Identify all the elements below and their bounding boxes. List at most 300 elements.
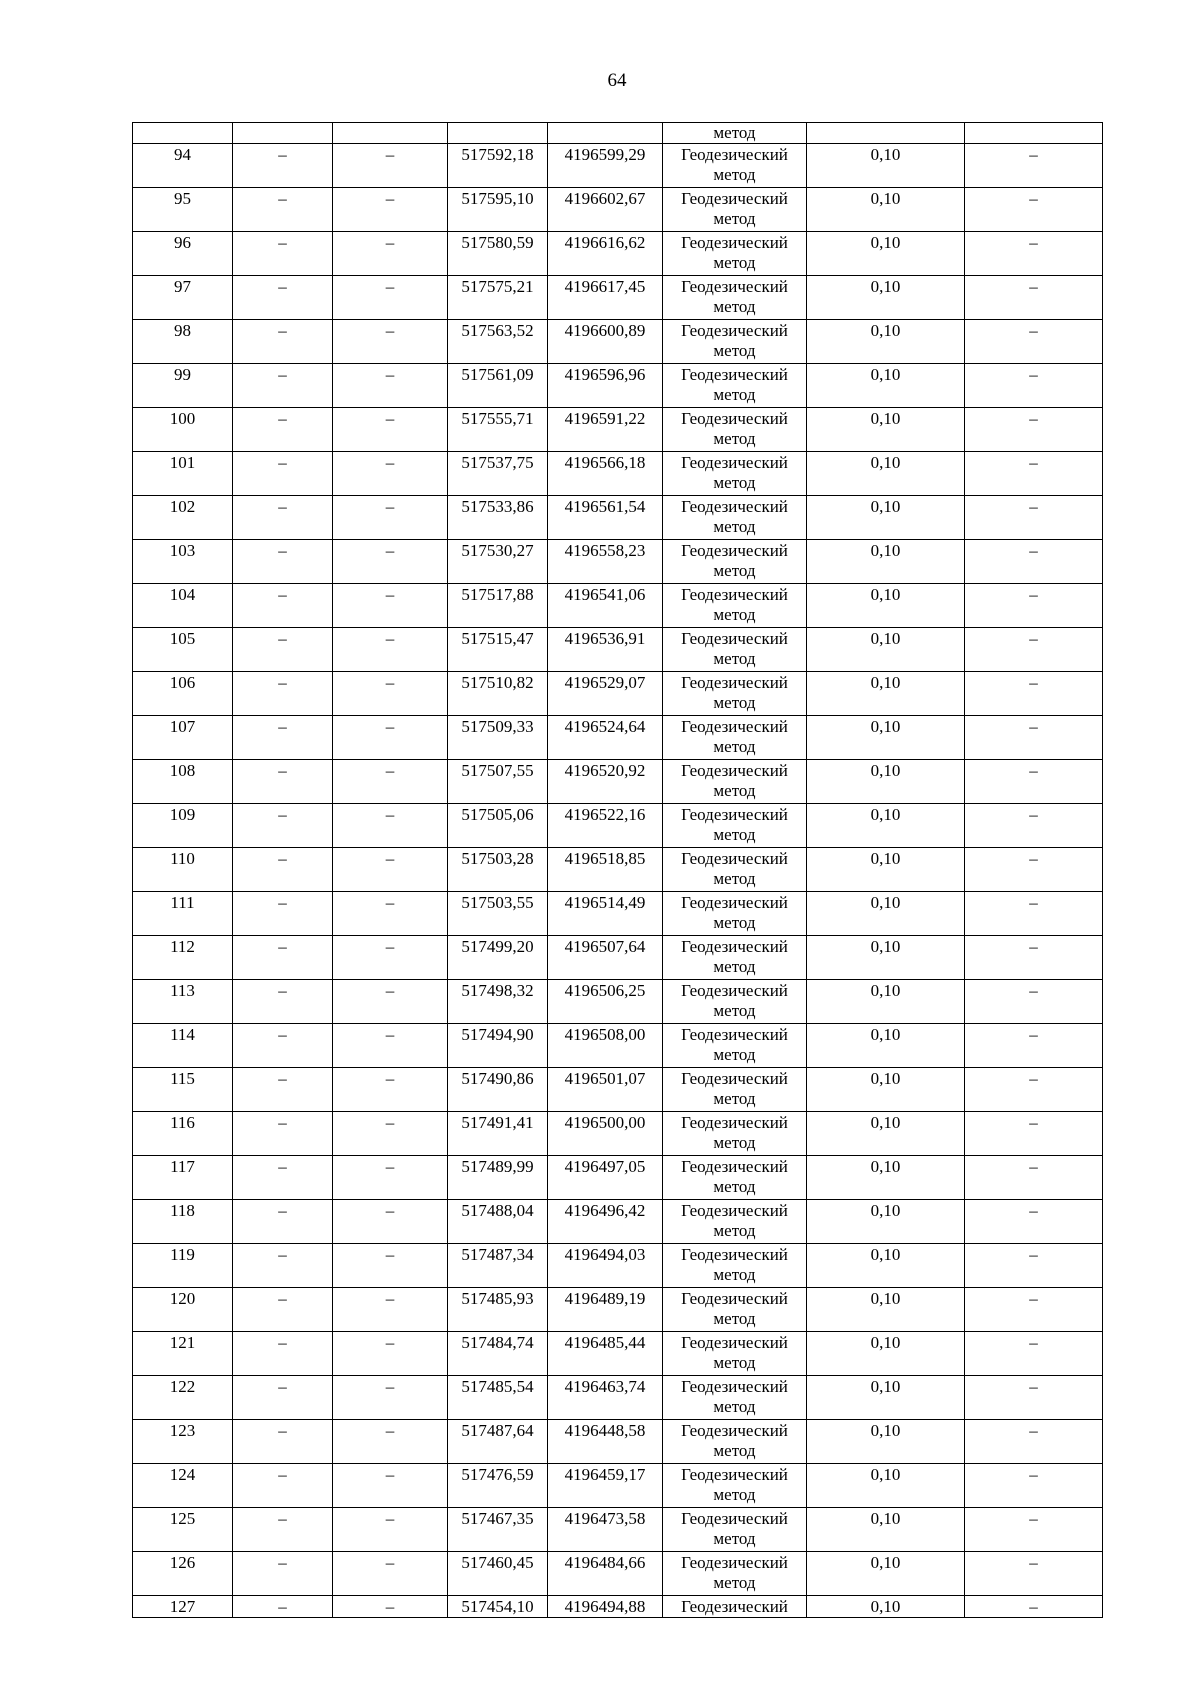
cell-point-number: 118 (133, 1200, 233, 1244)
cell-point-number: 124 (133, 1464, 233, 1508)
cell-col2: – (233, 892, 333, 936)
method-line-1: Геодезический (681, 1201, 788, 1220)
cell-method (663, 452, 807, 496)
cell-method (663, 188, 807, 232)
cell-col3: – (333, 452, 448, 496)
cell-point-number: 94 (133, 144, 233, 188)
cell-point-number: 102 (133, 496, 233, 540)
method-line-2: метод (713, 605, 756, 624)
cell-y-coordinate: 4196596,96 (548, 364, 663, 408)
method-line-2: метод (713, 1089, 756, 1108)
method-line-1: Геодезический (681, 1157, 788, 1176)
cell-point-number: 114 (133, 1024, 233, 1068)
method-line-1: Геодезический (681, 1553, 788, 1572)
cell-col2: – (233, 1244, 333, 1288)
cell-accuracy: 0,10 (807, 1464, 965, 1508)
method-line-2: метод (713, 1397, 756, 1416)
cell-col2: – (233, 936, 333, 980)
cell-col3: – (333, 936, 448, 980)
cell-point-number: 113 (133, 980, 233, 1024)
cell-col3: – (333, 320, 448, 364)
cell-y-coordinate: 4196616,62 (548, 232, 663, 276)
cell-point-number: 123 (133, 1420, 233, 1464)
cell-y-coordinate: 4196514,49 (548, 892, 663, 936)
cell-y-coordinate: 4196617,45 (548, 276, 663, 320)
table-row (133, 1112, 1103, 1156)
table-row (133, 144, 1103, 188)
cell-accuracy: 0,10 (807, 980, 965, 1024)
method-line-1: Геодезический (681, 145, 788, 164)
method-line-1: Геодезический (681, 1421, 788, 1440)
cell-method (663, 276, 807, 320)
cell-col2: – (233, 1200, 333, 1244)
continuation-row (133, 123, 1103, 144)
cell-col2: – (233, 1596, 333, 1618)
cell-method (663, 584, 807, 628)
method-line-1: Геодезический (681, 409, 788, 428)
method-line-1: Геодезический (681, 981, 788, 1000)
cell-accuracy: 0,10 (807, 716, 965, 760)
method-line-1: Геодезический (681, 805, 788, 824)
cell-y-coordinate: 4196524,64 (548, 716, 663, 760)
cell-method (663, 672, 807, 716)
cell-x-coordinate: 517494,90 (448, 1024, 548, 1068)
cell-point-number: 122 (133, 1376, 233, 1420)
method-line-1: Геодезический (681, 1377, 788, 1396)
cell-y-coordinate: 4196536,91 (548, 628, 663, 672)
method-line-1: Геодезический (681, 321, 788, 340)
cell-y-coordinate: 4196507,64 (548, 936, 663, 980)
cell-col8: – (965, 1068, 1103, 1112)
cell-col3: – (333, 1420, 448, 1464)
cell-col3: – (333, 496, 448, 540)
cell-col2: – (233, 628, 333, 672)
cell-col3: – (333, 144, 448, 188)
cell-method (663, 1464, 807, 1508)
method-line-2: метод (713, 869, 756, 888)
cell-col3: – (333, 1508, 448, 1552)
method-line-1: Геодезический (681, 849, 788, 868)
table-row (133, 1420, 1103, 1464)
cell-accuracy: 0,10 (807, 628, 965, 672)
cell-method (663, 628, 807, 672)
cell-accuracy: 0,10 (807, 760, 965, 804)
cell-col2: – (233, 408, 333, 452)
cell-col3: – (333, 276, 448, 320)
cell-col3: – (333, 980, 448, 1024)
cell-col2: – (233, 672, 333, 716)
cell-point-number: 115 (133, 1068, 233, 1112)
table-row (133, 1552, 1103, 1596)
cell-method (663, 232, 807, 276)
cell-y-coordinate: 4196520,92 (548, 760, 663, 804)
cell-col3: – (333, 364, 448, 408)
method-line-1: Геодезический (681, 1113, 788, 1132)
cell-method (663, 716, 807, 760)
cell-col3: – (333, 1244, 448, 1288)
cell-accuracy: 0,10 (807, 1200, 965, 1244)
cell-x-coordinate: 517499,20 (448, 936, 548, 980)
table-row (133, 804, 1103, 848)
table-row (133, 672, 1103, 716)
method-line-2: метод (713, 341, 756, 360)
cell-empty (448, 123, 548, 144)
table-row (133, 1068, 1103, 1112)
cell-col8: – (965, 1024, 1103, 1068)
table-row (133, 1596, 1103, 1618)
cell-col8: – (965, 496, 1103, 540)
table-row (133, 496, 1103, 540)
cell-accuracy: 0,10 (807, 1068, 965, 1112)
cell-point-number: 119 (133, 1244, 233, 1288)
cell-y-coordinate: 4196522,16 (548, 804, 663, 848)
cell-accuracy: 0,10 (807, 452, 965, 496)
cell-method (663, 1288, 807, 1332)
cell-accuracy: 0,10 (807, 1376, 965, 1420)
cell-method (663, 1200, 807, 1244)
cell-y-coordinate: 4196501,07 (548, 1068, 663, 1112)
cell-x-coordinate: 517467,35 (448, 1508, 548, 1552)
cell-y-coordinate: 4196494,88 (548, 1596, 663, 1618)
cell-y-coordinate: 4196518,85 (548, 848, 663, 892)
method-line-1: Геодезический (681, 453, 788, 472)
cell-point-number: 109 (133, 804, 233, 848)
cell-col8: – (965, 628, 1103, 672)
method-line-1: Геодезический (681, 1069, 788, 1088)
method-line-2: метод (713, 209, 756, 228)
cell-accuracy: 0,10 (807, 1156, 965, 1200)
cell-y-coordinate: 4196496,42 (548, 1200, 663, 1244)
cell-col2: – (233, 364, 333, 408)
cell-accuracy: 0,10 (807, 1244, 965, 1288)
cell-x-coordinate: 517454,10 (448, 1596, 548, 1618)
cell-point-number: 98 (133, 320, 233, 364)
cell-method (663, 364, 807, 408)
cell-y-coordinate: 4196591,22 (548, 408, 663, 452)
method-line-2: метод (713, 1133, 756, 1152)
method-line-1: Геодезический (681, 497, 788, 516)
method-line-2: метод (713, 1001, 756, 1020)
method-line-1: Геодезический (681, 277, 788, 296)
method-line-2: метод (713, 1353, 756, 1372)
cell-col8: – (965, 936, 1103, 980)
cell-method (663, 936, 807, 980)
cell-x-coordinate: 517575,21 (448, 276, 548, 320)
cell-accuracy: 0,10 (807, 672, 965, 716)
cell-col8: – (965, 232, 1103, 276)
cell-accuracy: 0,10 (807, 936, 965, 980)
cell-col3: – (333, 672, 448, 716)
cell-method (663, 1596, 807, 1618)
cell-col8: – (965, 408, 1103, 452)
cell-point-number: 101 (133, 452, 233, 496)
cell-point-number: 95 (133, 188, 233, 232)
cell-col8: – (965, 1420, 1103, 1464)
cell-method (663, 760, 807, 804)
table-row (133, 540, 1103, 584)
cell-y-coordinate: 4196600,89 (548, 320, 663, 364)
cell-col3: – (333, 628, 448, 672)
cell-x-coordinate: 517487,64 (448, 1420, 548, 1464)
cell-method (663, 408, 807, 452)
cell-x-coordinate: 517530,27 (448, 540, 548, 584)
cell-col8: – (965, 1464, 1103, 1508)
cell-col3: – (333, 1376, 448, 1420)
cell-accuracy: 0,10 (807, 496, 965, 540)
cell-col2: – (233, 188, 333, 232)
method-line-1: Геодезический (681, 1289, 788, 1308)
page-number: 64 (607, 70, 627, 91)
table-row (133, 628, 1103, 672)
method-line-1: Геодезический (681, 1245, 788, 1264)
cell-point-number: 127 (133, 1596, 233, 1618)
cell-point-number: 108 (133, 760, 233, 804)
cell-col3: – (333, 1156, 448, 1200)
table-row (133, 276, 1103, 320)
cell-point-number: 99 (133, 364, 233, 408)
cell-col2: – (233, 1068, 333, 1112)
cell-point-number: 100 (133, 408, 233, 452)
cell-y-coordinate: 4196566,18 (548, 452, 663, 496)
cell-point-number: 97 (133, 276, 233, 320)
cell-x-coordinate: 517489,99 (448, 1156, 548, 1200)
cell-method (663, 1552, 807, 1596)
cell-y-coordinate: 4196484,66 (548, 1552, 663, 1596)
cell-col2: – (233, 232, 333, 276)
method-line-1: Геодезический (681, 585, 788, 604)
cell-y-coordinate: 4196599,29 (548, 144, 663, 188)
method-line-2: метод (713, 693, 756, 712)
cell-accuracy: 0,10 (807, 804, 965, 848)
cell-x-coordinate: 517491,41 (448, 1112, 548, 1156)
cell-x-coordinate: 517485,93 (448, 1288, 548, 1332)
cell-col8: – (965, 1112, 1103, 1156)
cell-col8: – (965, 848, 1103, 892)
cell-col3: – (333, 540, 448, 584)
cell-col2: – (233, 980, 333, 1024)
coordinates-table (132, 122, 1103, 1618)
cell-y-coordinate: 4196508,00 (548, 1024, 663, 1068)
cell-y-coordinate: 4196541,06 (548, 584, 663, 628)
table-row (133, 1156, 1103, 1200)
method-line-2: метод (713, 1045, 756, 1064)
cell-col8: – (965, 892, 1103, 936)
cell-col3: – (333, 1596, 448, 1618)
cell-point-number: 103 (133, 540, 233, 584)
cell-col8: – (965, 1156, 1103, 1200)
cell-x-coordinate: 517505,06 (448, 804, 548, 848)
method-line-2: метод (713, 429, 756, 448)
cell-y-coordinate: 4196463,74 (548, 1376, 663, 1420)
cell-point-number: 116 (133, 1112, 233, 1156)
table-row (133, 848, 1103, 892)
method-line-1: Геодезический (681, 1025, 788, 1044)
cell-accuracy: 0,10 (807, 1596, 965, 1618)
cell-col8: – (965, 276, 1103, 320)
cell-method (663, 1244, 807, 1288)
method-line-2: метод (713, 165, 756, 184)
cell-col8: – (965, 540, 1103, 584)
cell-col8: – (965, 364, 1103, 408)
cell-col2: – (233, 760, 333, 804)
cell-accuracy: 0,10 (807, 1112, 965, 1156)
cell-col3: – (333, 1024, 448, 1068)
cell-col2: – (233, 1112, 333, 1156)
cell-x-coordinate: 517476,59 (448, 1464, 548, 1508)
cell-x-coordinate: 517490,86 (448, 1068, 548, 1112)
cell-col3: – (333, 1464, 448, 1508)
method-line-1: Геодезический (681, 937, 788, 956)
cell-col2: – (233, 1288, 333, 1332)
cell-col8: – (965, 760, 1103, 804)
cell-empty (807, 123, 965, 144)
cell-col8: – (965, 452, 1103, 496)
table-row (133, 1200, 1103, 1244)
cell-y-coordinate: 4196561,54 (548, 496, 663, 540)
cell-accuracy: 0,10 (807, 892, 965, 936)
table-row (133, 760, 1103, 804)
cell-x-coordinate: 517498,32 (448, 980, 548, 1024)
table-row (133, 584, 1103, 628)
cell-point-number: 110 (133, 848, 233, 892)
cell-col8: – (965, 584, 1103, 628)
cell-x-coordinate: 517563,52 (448, 320, 548, 364)
cell-accuracy: 0,10 (807, 1420, 965, 1464)
method-line-2: метод (713, 913, 756, 932)
cell-method (663, 892, 807, 936)
cell-x-coordinate: 517460,45 (448, 1552, 548, 1596)
cell-col2: – (233, 1332, 333, 1376)
cell-y-coordinate: 4196459,17 (548, 1464, 663, 1508)
cell-method (663, 1024, 807, 1068)
table-row (133, 1464, 1103, 1508)
cell-y-coordinate: 4196489,19 (548, 1288, 663, 1332)
method-line-2: метод (713, 825, 756, 844)
method-line-2: метод (713, 1529, 756, 1548)
method-line-1: Геодезический (681, 189, 788, 208)
cell-point-number: 111 (133, 892, 233, 936)
cell-col2: – (233, 848, 333, 892)
cell-point-number: 104 (133, 584, 233, 628)
method-line-2: метод (713, 253, 756, 272)
method-line-2: метод (713, 1441, 756, 1460)
cell-accuracy: 0,10 (807, 364, 965, 408)
cell-empty (965, 123, 1103, 144)
cell-col3: – (333, 1552, 448, 1596)
cell-col3: – (333, 408, 448, 452)
method-line-1: Геодезический (681, 1465, 788, 1484)
cell-y-coordinate: 4196500,00 (548, 1112, 663, 1156)
method-line-2: метод (713, 517, 756, 536)
cell-point-number: 125 (133, 1508, 233, 1552)
cell-col3: – (333, 1332, 448, 1376)
cell-y-coordinate: 4196485,44 (548, 1332, 663, 1376)
cell-method (663, 804, 807, 848)
cell-x-coordinate: 517484,74 (448, 1332, 548, 1376)
method-line-2: метод (713, 649, 756, 668)
cell-x-coordinate: 517561,09 (448, 364, 548, 408)
cell-col2: – (233, 1508, 333, 1552)
cell-y-coordinate: 4196602,67 (548, 188, 663, 232)
method-line-1: Геодезический (681, 1597, 788, 1616)
cell-point-number: 107 (133, 716, 233, 760)
method-line-2: метод (713, 1573, 756, 1592)
cell-x-coordinate: 517503,28 (448, 848, 548, 892)
cell-col3: – (333, 716, 448, 760)
cell-method (663, 320, 807, 364)
cell-accuracy: 0,10 (807, 1552, 965, 1596)
cell-y-coordinate: 4196497,05 (548, 1156, 663, 1200)
table-row (133, 364, 1103, 408)
table-row (133, 232, 1103, 276)
cell-method (663, 1112, 807, 1156)
method-line-2: метод (713, 957, 756, 976)
cell-x-coordinate: 517595,10 (448, 188, 548, 232)
method-line-2: метод (713, 1485, 756, 1504)
cell-accuracy: 0,10 (807, 408, 965, 452)
cell-col3: – (333, 1068, 448, 1112)
table-row (133, 892, 1103, 936)
cell-method (663, 848, 807, 892)
cell-col8: – (965, 1376, 1103, 1420)
method-line-2: метод (713, 385, 756, 404)
cell-accuracy: 0,10 (807, 144, 965, 188)
cell-method (663, 1420, 807, 1464)
cell-x-coordinate: 517509,33 (448, 716, 548, 760)
cell-col8: – (965, 716, 1103, 760)
cell-col8: – (965, 672, 1103, 716)
cell-col3: – (333, 1288, 448, 1332)
cell-col2: – (233, 452, 333, 496)
method-line-1: Геодезический (681, 233, 788, 252)
method-line-2: метод (713, 561, 756, 580)
method-line-2: метод (713, 473, 756, 492)
table-row (133, 980, 1103, 1024)
table-row (133, 716, 1103, 760)
cell-col3: – (333, 804, 448, 848)
table-row (133, 452, 1103, 496)
table-body (133, 123, 1103, 1618)
table-row (133, 1288, 1103, 1332)
cell-col2: – (233, 1420, 333, 1464)
cell-method (663, 1332, 807, 1376)
cell-point-number: 105 (133, 628, 233, 672)
method-line-1: Геодезический (681, 893, 788, 912)
method-line-1: Геодезический (681, 629, 788, 648)
cell-x-coordinate: 517533,86 (448, 496, 548, 540)
cell-accuracy: 0,10 (807, 1508, 965, 1552)
table-row (133, 1376, 1103, 1420)
cell-accuracy: 0,10 (807, 848, 965, 892)
cell-point-number: 117 (133, 1156, 233, 1200)
method-line-1: Геодезический (681, 1333, 788, 1352)
table-row (133, 1508, 1103, 1552)
cell-col8: – (965, 1200, 1103, 1244)
cell-empty (233, 123, 333, 144)
cell-y-coordinate: 4196473,58 (548, 1508, 663, 1552)
cell-col2: – (233, 1376, 333, 1420)
cell-method (663, 496, 807, 540)
cell-point-number: 120 (133, 1288, 233, 1332)
cell-accuracy: 0,10 (807, 1288, 965, 1332)
cell-col8: – (965, 144, 1103, 188)
cell-y-coordinate: 4196558,23 (548, 540, 663, 584)
cell-accuracy: 0,10 (807, 320, 965, 364)
cell-col2: – (233, 584, 333, 628)
cell-col3: – (333, 1112, 448, 1156)
method-line-2: метод (713, 1309, 756, 1328)
cell-col3: – (333, 892, 448, 936)
